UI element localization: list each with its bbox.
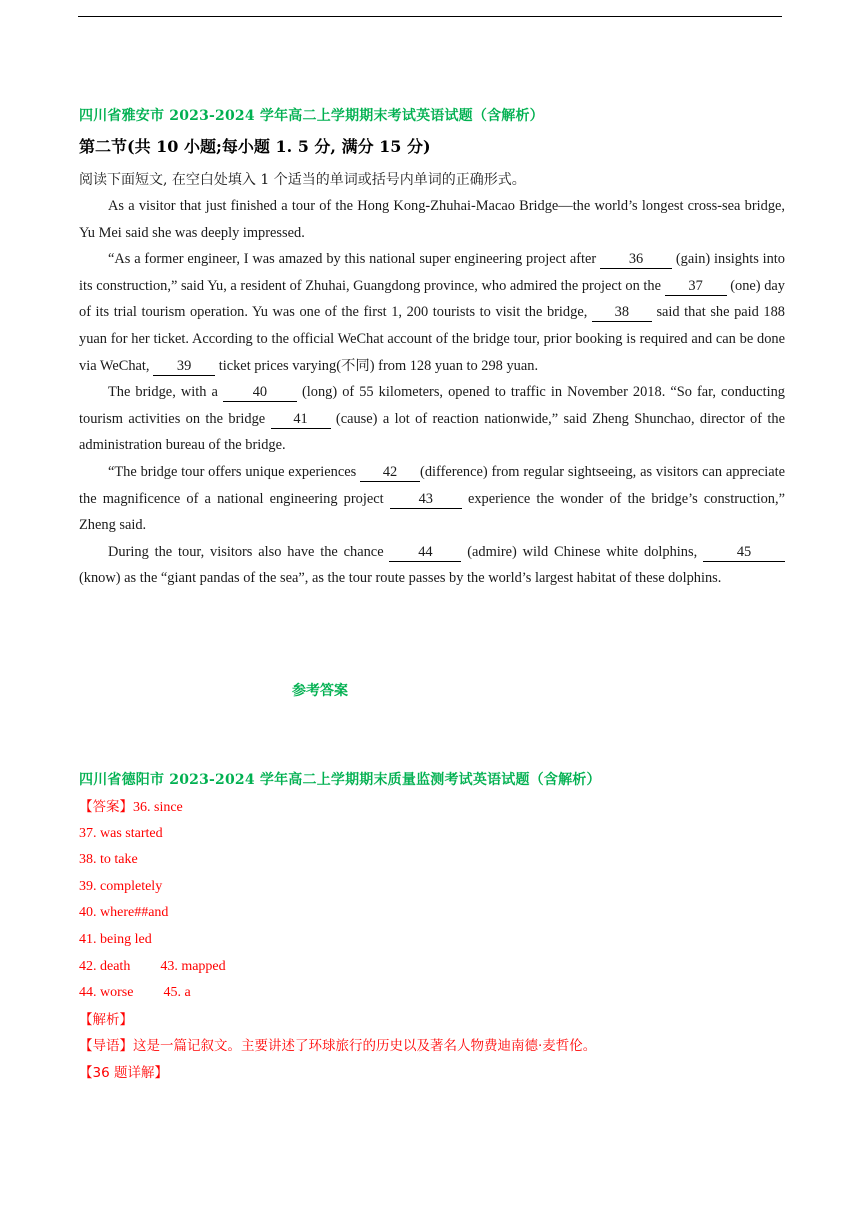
analysis-tag: 【解析】	[79, 1011, 133, 1028]
blank-44: 44	[389, 544, 461, 562]
paragraph-1: As a visitor that just finished a tour of the Hong Kong-Zhuhai-Macao Bridge—the world’s longest cross-sea bridge, Yu Mei said she was deeply impressed.	[79, 198, 785, 241]
answer-line-42-43: 42. death 43. mapped	[79, 958, 226, 974]
answer-line-39: 39. completely	[79, 878, 163, 894]
instructions: 阅读下面短文, 在空白处填入 1 个适当的单词或括号内单词的正确形式。	[79, 172, 526, 188]
blank-43: 43	[390, 491, 462, 509]
answer-line-44-45: 44. worse 45. a	[79, 985, 191, 1001]
paragraph-4: “The bridge tour offers unique experiences 42 (difference) from regular sightseeing, as visitors can appreciate the magnificence of a national engineering project 43 experience the wonder of the bridge’s construction,” Zheng said.	[79, 463, 785, 534]
paragraph-2: “As a former engineer, I was amazed by this national super engineering project after 36 (gain) insights into its construction,” said Yu, a resident of Zhuhai, Guangdong province, who admired the project on the 37 (one) day of its trial tourism operation. Yu was one of the first 1, 200 tourists to visit the bridge, 38 said that she paid 188 yuan for her ticket. According to the official WeChat account of the bridge tour, prior booking is required and can be done via WeChat, 39 ticket prices varying(不同) from 128 yuan to 298 yuan.	[79, 251, 786, 374]
answer-line-36: 【答案】36. since	[79, 799, 183, 815]
blank-36: 36	[600, 251, 672, 269]
blank-41: 41	[271, 411, 331, 429]
paragraph-3: The bridge, with a 40 (long) of 55 kilometers, opened to traffic in November 2018. “So far, conducting tourism activities on the bridge 41 (cause) a lot of reaction nationwide,” said Zheng Shunchao, director of the administration bureau of the bridge.	[79, 384, 785, 454]
source-title-yaan: 四川省雅安市 2023-2024 学年高二上学期期末考试英语试题（含解析）	[79, 108, 544, 124]
answer-line-37: 37. was started	[79, 825, 163, 841]
blank-38: 38	[592, 304, 652, 322]
source-title-deyang: 四川省德阳市 2023-2024 学年高二上学期期末质量监测考试英语试题（含解析）	[79, 772, 601, 788]
answer-line-38: 38. to take	[79, 852, 138, 868]
header-rule	[78, 16, 782, 17]
answer-line-40: 40. where##and	[79, 905, 169, 921]
passage	[79, 193, 785, 592]
blank-42: 42	[360, 464, 420, 482]
detail-36-heading: 【36 题详解】	[79, 1064, 168, 1081]
answer-tag: 【答案】	[79, 799, 133, 815]
answer-line-41: 41. being led	[79, 931, 152, 947]
blank-37: 37	[665, 278, 727, 296]
reference-answer-title: 参考答案	[292, 683, 348, 699]
answer-list	[79, 797, 596, 1090]
guide-text: 【导语】这是一篇记叙文。主要讲述了环球旅行的历史以及著名人物费迪南德·麦哲伦。	[79, 1038, 597, 1055]
blank-45: 45	[703, 544, 785, 562]
blank-39: 39	[153, 358, 215, 376]
blank-40: 40	[223, 384, 297, 402]
paragraph-5: During the tour, visitors also have the chance 44 (admire) wild Chinese white dolphins, 45 (know) as the “giant pandas of the sea”, as the tour route passes by the world’s largest habitat of these dolphins.	[79, 539, 785, 592]
section-heading: 第二节(共 10 小题;每小题 1. 5 分, 满分 15 分)	[79, 137, 431, 156]
